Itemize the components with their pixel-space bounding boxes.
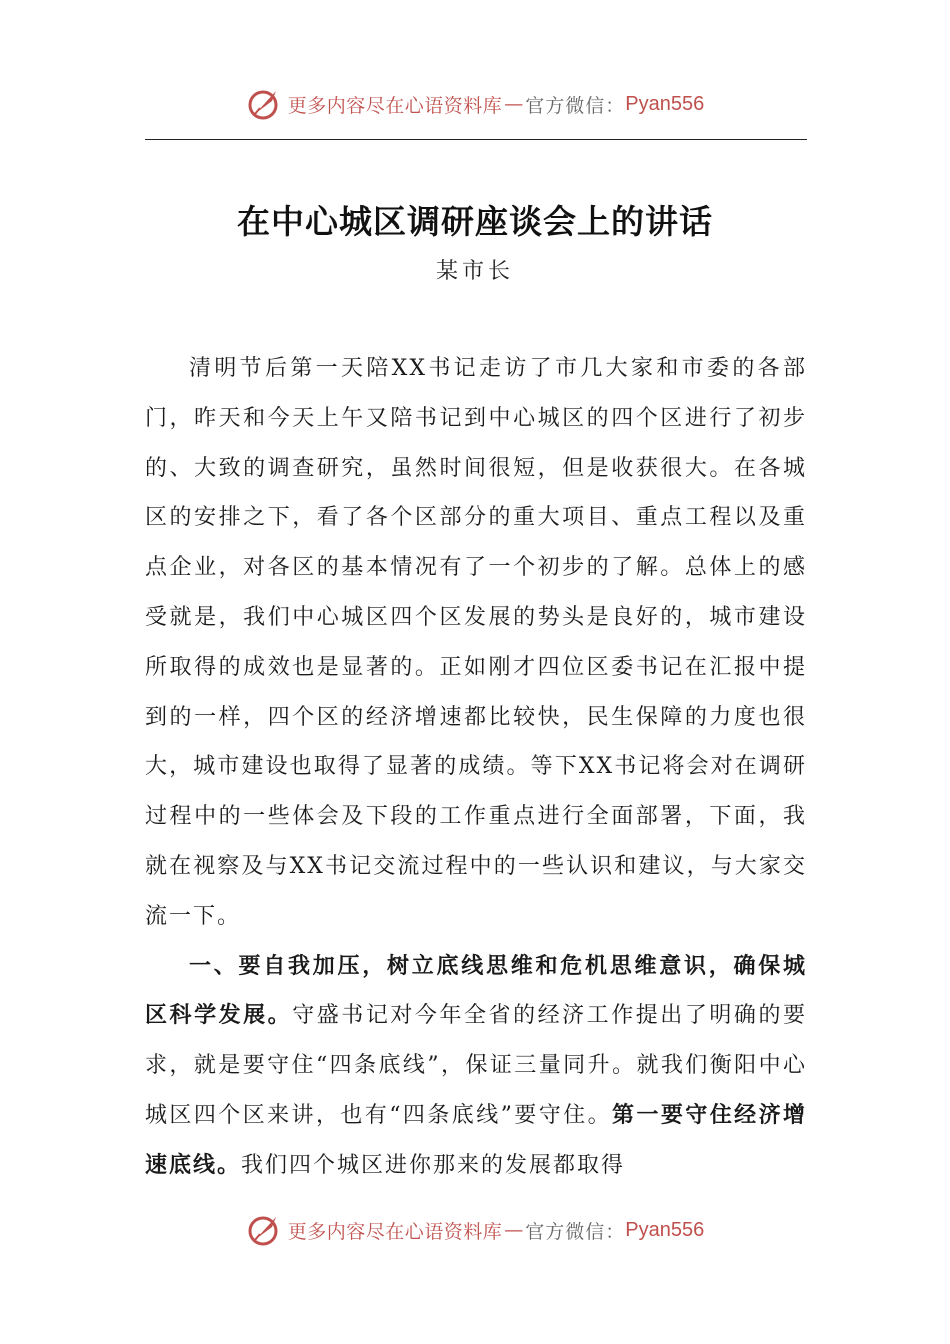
document-title: 在中心城区调研座谈会上的讲话 — [237, 202, 713, 241]
watermark-header — [0, 84, 950, 124]
header-rule — [145, 139, 807, 140]
watermark-footer — [0, 1210, 950, 1250]
section-heading: 一、要自我加压，树立底线思维和危机思维意识，确保城区科学发展。 — [145, 953, 807, 1029]
paragraph-section-one — [145, 942, 807, 1191]
watermark-site-name: 更多内容尽在心语资料库 — [287, 94, 503, 117]
section-text-a: 守盛书记对今年全省的经济工作提出了明确的要求，就是要守住“四条底线”，保证三量同升。就我们衡阳中心城区四个区来讲，也有“四条底线”要守住。 — [145, 1003, 807, 1128]
watermark-label: 官方微信： — [525, 94, 626, 117]
section-text-b: 我们四个城区进你那来的发展都取得 — [241, 1152, 626, 1178]
watermark-label: 官方微信： — [525, 1220, 626, 1243]
watermark-wechat-id: Pyan556 — [625, 92, 705, 115]
document-body — [145, 344, 807, 1191]
watermark-site-name: 更多内容尽在心语资料库 — [287, 1220, 503, 1243]
quill-logo-icon — [246, 1212, 282, 1248]
subsection-heading: 第一要守住经济增速底线。 — [145, 1102, 807, 1178]
watermark-dash: — — [504, 1219, 524, 1241]
paragraph-intro: 清明节后第一天陪XX书记走访了市几大家和市委的各部门，昨天和今天上午又陪书记到中心城区的四个区进行了初步的、大致的调查研究，虽然时间很短，但是收获很大。在各城区的安排之下，看了各个区部分的重大项目、重点工程以及重点企业，对各区的基本情况有了一个初步的了解。总体上的感受就是，我们中心城区四个区发展的势头是良好的，城市建设所取得的成效也是显著的。正如刚才四位区委书记在汇报中提到的一样，四个区的经济增速都比较快，民生保障的力度也很大，城市建设也取得了显著的成绩。等下XX书记将会对在调研过程中的一些体会及下段的工作重点进行全面部署，下面，我就在视察及与XX书记交流过程中的一些认识和建议，与大家交流一下。 — [145, 356, 807, 929]
document-author: 某市长 — [435, 259, 514, 284]
quill-logo-icon — [246, 86, 282, 122]
watermark-wechat-id: Pyan556 — [625, 1218, 705, 1241]
watermark-dash: — — [504, 93, 524, 115]
